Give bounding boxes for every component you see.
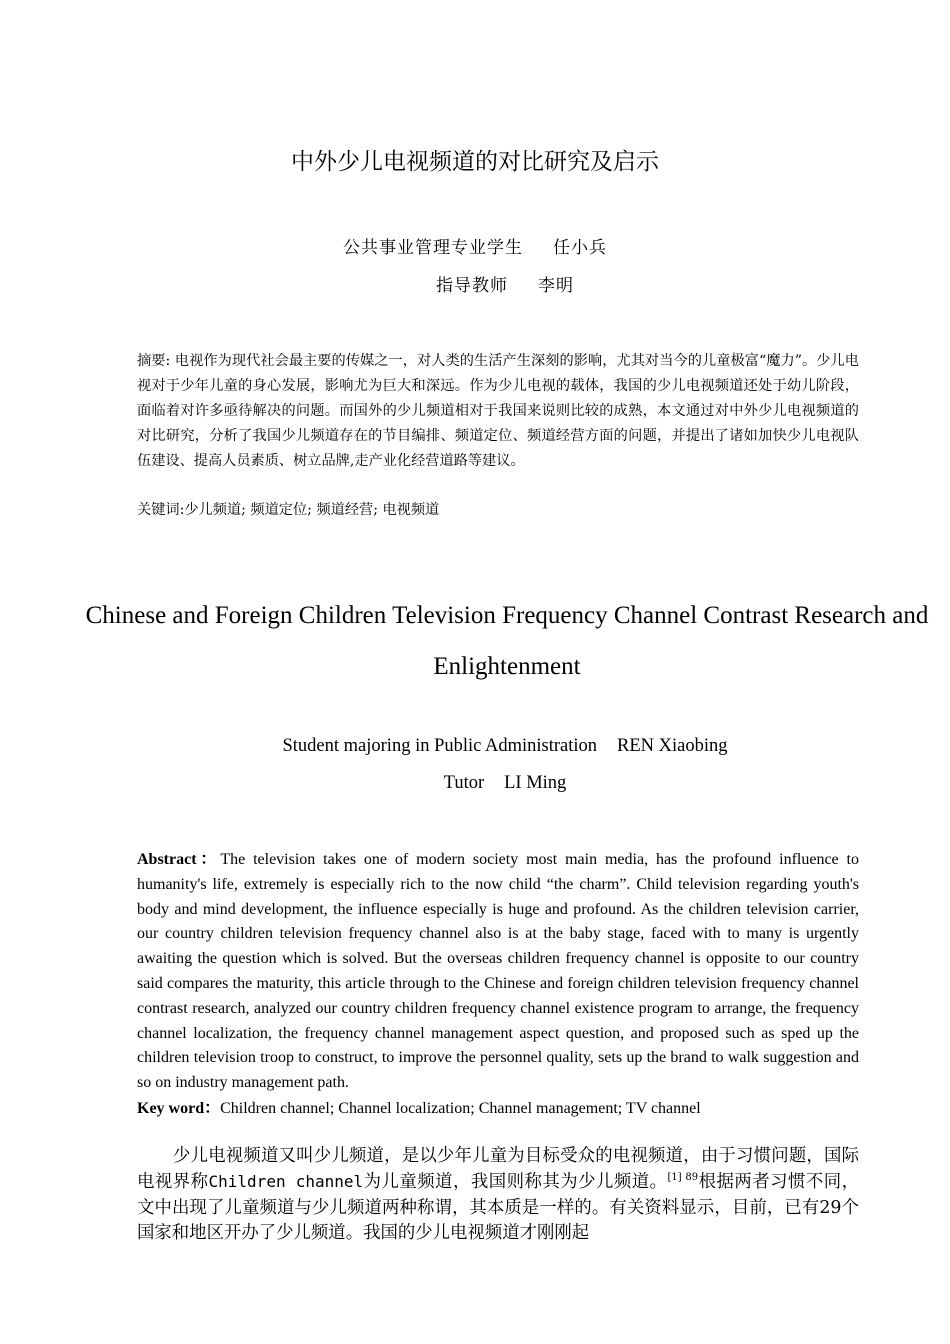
chinese-tutor-role: 指导教师 bbox=[436, 276, 508, 296]
body-text-part-3: 根据两者习惯不同，文中出现了儿童频道与少儿频道两种称谓，其本质是一样的。有关资料显示，目前，已有29个国家和地区开办了少儿频道。我国的少儿电视频道才刚刚起 bbox=[137, 1172, 859, 1244]
chinese-author-role: 公共事业管理专业学生 bbox=[343, 238, 523, 258]
english-title: Chinese and Foreign Children Television Frequency Channel Contrast Research and Enlightenment bbox=[85, 602, 929, 680]
citation-marker: [1] 89 bbox=[667, 1172, 699, 1184]
english-tutor-name: LI Ming bbox=[504, 773, 567, 793]
chinese-abstract-label: 摘要 bbox=[137, 353, 166, 369]
english-keywords-label: Key word： bbox=[137, 1100, 221, 1117]
chinese-keywords-label: 关键词 bbox=[137, 502, 180, 518]
english-author-line bbox=[0, 733, 950, 759]
english-keywords-text: Children channel; Channel localization; Channel management; TV channel bbox=[220, 1100, 701, 1117]
chinese-keywords bbox=[137, 499, 859, 521]
chinese-abstract bbox=[137, 349, 859, 474]
body-text-part-2: 为儿童频道，我国则称其为少儿频道。 bbox=[363, 1172, 668, 1193]
english-tutor-line bbox=[0, 770, 950, 796]
english-tutor-role: Tutor bbox=[443, 773, 485, 793]
chinese-title: 中外少儿电视频道的对比研究及启示 bbox=[291, 149, 659, 175]
chinese-tutor-name: 李明 bbox=[538, 276, 574, 296]
chinese-keywords-text: :少儿频道; 频道定位; 频道经营; 电视频道 bbox=[179, 502, 440, 518]
body-text-part-1: 少儿电视频道又叫少儿频道，是以少年儿童为目标受众的电视频道，由于习惯问题，国际电视界称 bbox=[137, 1146, 859, 1193]
english-author-name: REN Xiaobing bbox=[617, 736, 728, 756]
english-author-role: Student majoring in Public Administration bbox=[282, 736, 597, 756]
english-abstract-label: Abstract： bbox=[137, 851, 221, 868]
english-keywords bbox=[137, 1097, 859, 1121]
chinese-abstract-text: : 电视作为现代社会最主要的传媒之一，对人类的生活产生深刻的影响，尤其对当今的儿童极富“魔力”。少儿电视对于少年儿童的身心发展，影响尤为巨大和深远。作为少儿电视的载体，我国的少儿电视频道还处于幼儿阶段，面临着对许多亟待解决的问题。而国外的少儿频道相对于我国来说则比较的成熟，本文通过对中外少儿电视频道的对比研究，分析了我国少儿频道存在的节目编排、频道定位、频道经营方面的问题，并提出了诸如加快少儿电视队伍建设、提高人员素质、树立品牌,走产业化经营道路等建议。 bbox=[137, 353, 859, 469]
english-abstract-text: The television takes one of modern society most main media, has the profound influence to humanity's life, extremely is especially rich to the now child “the charm”. Child television regarding youth's body and mind development, the influence especially is huge and profound. As the children television carrier, our country children television frequency channel also is at the baby stage, faced with to many is urgently awaiting the question which is solved. But the overseas children frequency channel is opposite to our country said compares the maturity, this article through to the Chinese and foreign children television frequency channel contrast research, analyzed our country children frequency channel existence program to arrange, the frequency channel localization, the frequency channel management aspect question, and proposed such as sped up the children television troop to construct, to improve the personnel quality, sets up the brand to walk suggestion and so on industry management path. bbox=[137, 851, 859, 1092]
chinese-author-name: 任小兵 bbox=[553, 238, 607, 258]
body-term: Children channel bbox=[208, 1172, 364, 1192]
body-paragraph bbox=[137, 1144, 859, 1247]
chinese-tutor-line bbox=[30, 274, 950, 298]
english-abstract bbox=[137, 848, 859, 1096]
chinese-author-line bbox=[0, 236, 950, 260]
